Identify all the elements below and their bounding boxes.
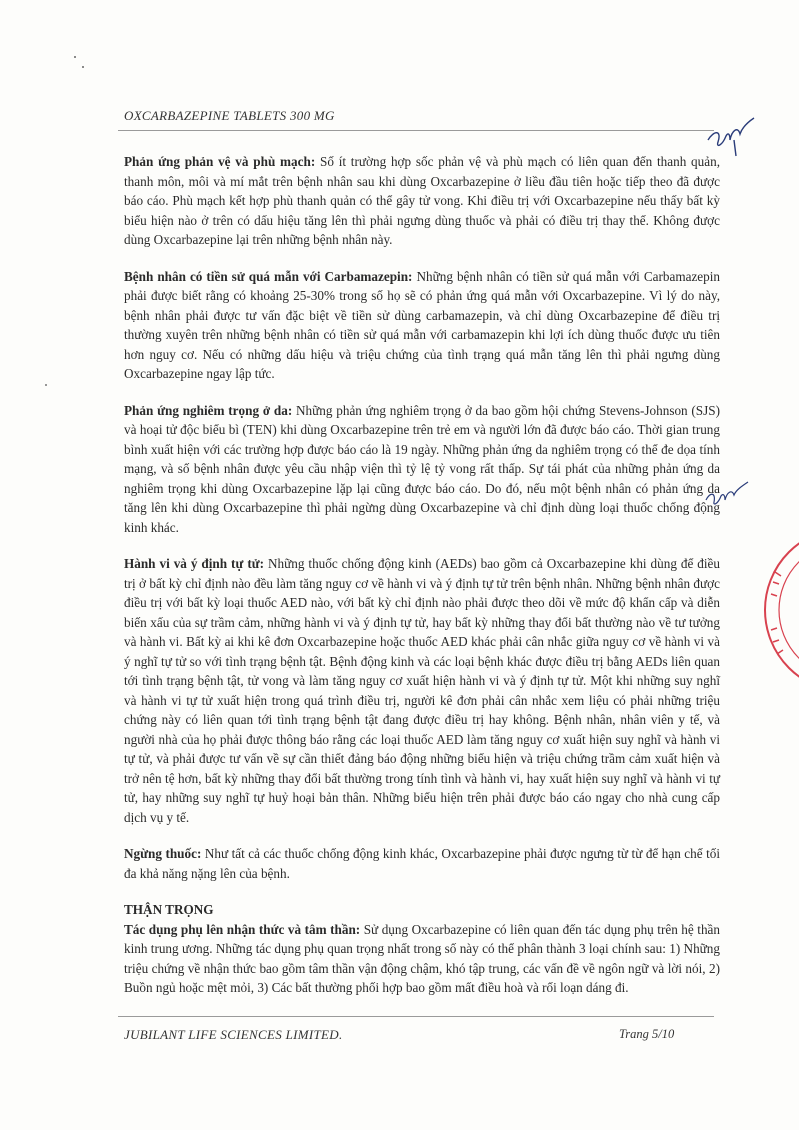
paragraph-lead: Phản ứng phản vệ và phù mạch: <box>124 154 316 169</box>
section-heading: THẬN TRỌNG <box>124 902 214 917</box>
footer-page-number: Trang 5/10 <box>619 1027 675 1041</box>
paragraph-text: Những thuốc chống động kinh (AEDs) bao gồm cả Oxcarbazepine khi dùng để điều trị ở bất kỳ chỉ định nào đều làm tăng nguy cơ về hành vi và ý định tự tử trên bệnh nhân. Những bệnh nhân được điều trị với bất kỳ loại thuốc AED nào, với bất kỳ chỉ định nào phải được theo dõi về mức độ khẩn cấp và diễn biến xấu của sự trầm cảm, những hành vi và ý định tự tử, hay bất kỳ những thay đổi bất thường nào về tư tưởng và hành vi. Bất kỳ ai khi kê đơn Oxcarbazepine hoặc thuốc AED khác phải cân nhắc giữa nguy cơ về hành vi và ý nghĩ tự tử so với tình trạng bệnh tật. Bệnh động kinh và các loại bệnh khác được điều trị bằng AEDs liên quan tới tình trạng bệnh tật, tử vong và làm tăng nguy cơ xuất hiện hành vi và ý định tự tử. Một khi những suy nghĩ và hành vi tự tử xuất hiện trong quá trình điều trị, người kê đơn phải cân nhắc xem liệu có phải những triệu chứng này có liên quan tới tình trạng bệnh tật đang được điều trị hay không. Bệnh nhân, nhân viên y tế, và người nhà của họ phải được thông báo rằng các loại thuốc AED làm tăng nguy cơ xuất hiện suy nghĩ và hành vi tự tử, và phải được tư vấn về sự cần thiết đảng báo động những biểu hiện và triệu chứng trầm cảm xuất hiện và trở nên tệ hơn, bất kỳ những thay đổi bất thường trong tính tình và hành vi, hay xuất hiện suy nghĩ và hành vi tự tử, hay những suy nghĩ tự huỷ hoại bản thân. Những biểu hiện trên phải được báo cáo ngay cho nhà cung cấp dịch vụ y tế. <box>124 556 720 825</box>
paragraph-carbamazepin-hypersensitivity <box>124 267 720 384</box>
footer-company: JUBILANT LIFE SCIENCES LIMITED. <box>124 1027 343 1042</box>
document-body <box>124 152 720 1015</box>
page-header-title: OXCARBAZEPINE TABLETS 300 MG <box>124 108 335 123</box>
paragraph-text: Sử dụng Oxcarbazepine có liên quan đến tác dụng phụ trên hệ thần kinh trung ương. Những tác dụng phụ quan trọng nhất trong số này có thể phân thành 3 loại chính sau: 1) Những triệu chứng về nhận thức bao gồm tâm thần vận động chậm, khó tập trung, các vấn đề về ngôn ngữ và lời nói, 2) Buồn ngủ hoặc mệt mỏi, 3) Các bất thường phối hợp bao gồm mất điều hoà và rối loạn dáng đi. <box>124 921 720 995</box>
paragraph-suicidal-behavior <box>124 554 720 827</box>
paragraph-text: Những bệnh nhân có tiền sử quá mẫn với Carbamazepin phải được biết rằng có khoảng 25-30% trong số họ sẽ có phản ứng quá mẫn với Oxcarbazepine. Vì lý do này, bệnh nhân phải được tư vấn đặc biệt về tiền sử dùng carbamazepin, và chỉ dùng Oxcarbazepine để điều trị thường xuyên trên những bệnh nhân có tiền sử quá mẫn với carbamazepin khi lợi ích dùng thuốc được ưu tiên hơn nguy cơ. Nếu có những dấu hiệu và triệu chứng của tình trạng quá mẫn tăng lên thì phải ngưng dùng Oxcarbazepine ngay lập tức. <box>124 268 721 381</box>
paragraph-lead: Tác dụng phụ lên nhận thức và tâm thần: <box>124 921 361 937</box>
paragraph-anaphylaxis <box>124 152 720 250</box>
paragraph-lead: Hành vi và ý định tự tử: <box>124 556 265 571</box>
paragraph-cognitive-effects <box>124 920 720 998</box>
paragraph-text: Những phản ứng nghiêm trọng ở da bao gồm hội chứng Stevens-Johnson (SJS) và hoại tử độc biểu bì (TEN) khi dùng Oxcarbazepine trên trẻ em và người lớn đã được báo cáo. Thời gian trung bình xuất hiện với các trường hợp được báo cáo là 19 ngày. Những phản ứng da nghiêm trọng có thể đe dọa tính mạng, và số bệnh nhân được yêu cầu nhập viện thì tỷ lệ tỷ vong rất thấp. Sự tái phát của những phản ứng da nghiêm trọng khi dùng Oxcarbazepine lặp lại cũng được báo cáo. Do đó, nếu một bệnh nhân có phản ứng da tăng lên khi dùng Oxcarbazepine thì phải ngừng dùng Oxcarbazepine và chỉ định dùng loại thuốc chống động kinh khác. <box>124 402 721 535</box>
paragraph-text: Số ít trường hợp sốc phản vệ và phù mạch có liên quan đến thanh quản, thanh môn, môi và mí mắt trên bệnh nhân sau khi dùng Oxcarbazepine ở liều đầu tiên hoặc tiếp theo đã được báo cáo. Phù mạch kết hợp phù thanh quản có thể gây tử vong. Khi điều trị với Oxcarbazepine nếu thấy bất kỳ biểu hiện nào ở trên có dấu hiệu tăng lên thì phải ngưng dùng thuốc và phải có điều trị thay thế. Không được dùng Oxcarbazepine lại trên những bệnh nhân này. <box>124 154 720 247</box>
paragraph-lead: Ngừng thuốc: <box>124 846 202 861</box>
paragraph-lead: Bệnh nhân có tiền sử quá mẫn với Carbamazepin: <box>124 268 413 284</box>
scan-speck <box>45 384 47 386</box>
official-stamp <box>757 510 799 710</box>
header-divider <box>118 130 714 131</box>
paragraph-lead: Phản ứng nghiêm trọng ở da: <box>124 402 293 418</box>
scan-speck <box>82 66 84 68</box>
paragraph-text: Như tất cả các thuốc chống động kinh khác, Oxcarbazepine phải được ngưng từ từ để hạn chế tối đa khả năng nặng lên của bệnh. <box>124 846 720 881</box>
scan-speck <box>74 56 76 58</box>
footer-divider <box>118 1016 714 1017</box>
paragraph-skin-reactions <box>124 401 720 538</box>
paragraph-withdrawal <box>124 844 720 883</box>
signature-initials <box>700 478 752 514</box>
